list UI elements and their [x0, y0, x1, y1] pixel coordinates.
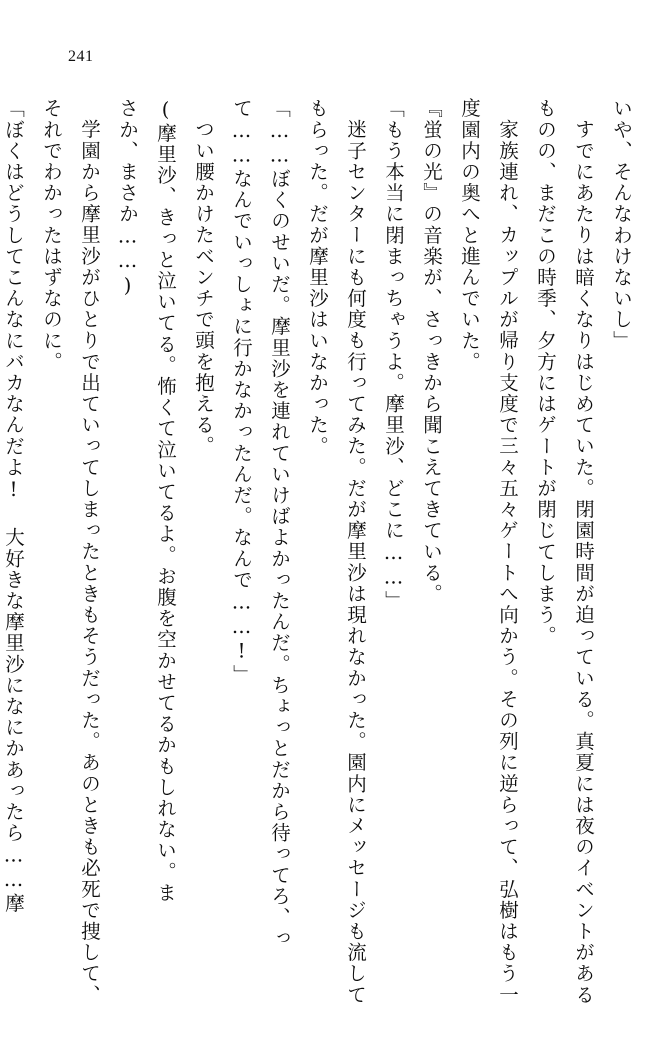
body-text: [2, 98, 640, 1018]
paragraph: 学園から摩里沙がひとりで出ていってしまったときもそうだった。あのときも必死で捜して、それでわかったはずなのに。: [40, 98, 101, 1006]
paragraph: 『蛍の光』の音楽が、さっきから聞こえてきている。: [420, 98, 443, 605]
paragraph: さか、まさか……): [116, 98, 139, 299]
page-number: 241: [68, 48, 94, 65]
paragraph: 「……ぼくのせいだ。摩里沙を連れていけばよかったんだ。ちょっとだから待ってろ、って……なんでいっしょに行かなかったんだ。なんで……!」: [230, 98, 291, 949]
paragraph: (摩里沙、きっと泣いてる。怖くて泣いてるよ。お腹を空かせてるかもしれない。ま: [154, 98, 177, 904]
paragraph: いや、そんなわけないし」: [610, 98, 633, 352]
paragraph: 迷子センターにも何度も行ってみた。だが摩里沙は現れなかった。園内にメッセージも流してもらった。だが摩里沙はいなかった。: [306, 98, 367, 1006]
paragraph: 「ぼくはどうしてこんなにバカなんだよ! 大好きな摩里沙になにかあったら……摩: [2, 98, 25, 914]
paragraph: 「もう本当に閉まっちゃうよ。摩里沙、どこに……」: [382, 98, 405, 612]
paragraph: つい腰かけたベンチで頭を抱える。: [192, 119, 215, 457]
paragraph: すでにあたりは暗くなりはじめていた。閉園時間が迫っている。真夏には夜のイベントがあるものの、まだこの時季、夕方にはゲートが閉じてしまう。: [534, 98, 595, 1006]
paragraph: 家族連れ、カップルが帰り支度で三々五々ゲートへ向かう。その列に逆らって、弘樹はもう一度園内の奥へと進んでいた。: [458, 98, 519, 1006]
